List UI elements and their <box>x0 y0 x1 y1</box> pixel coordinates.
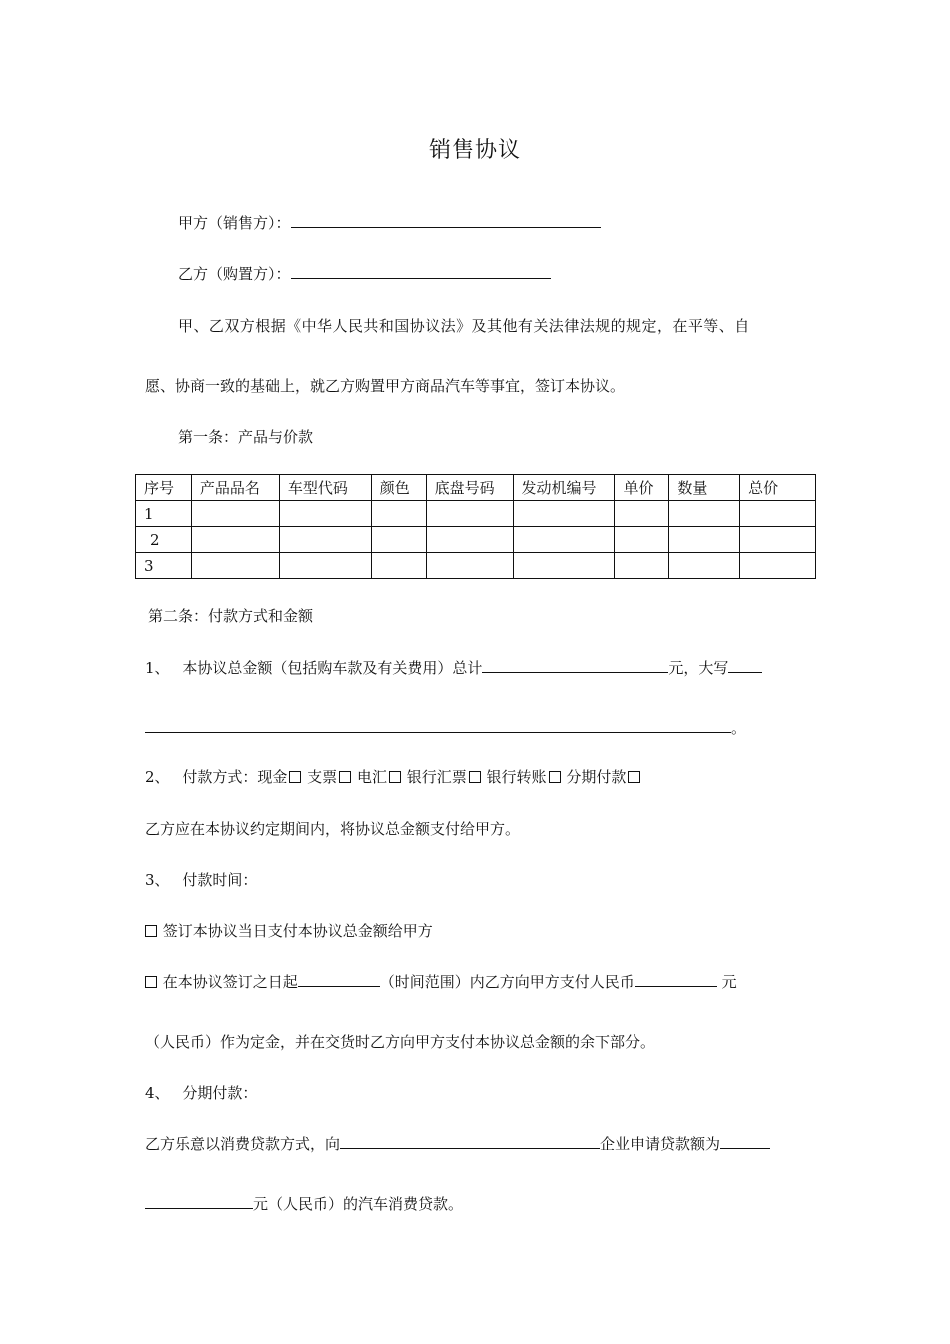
intro-line-2: 愿、协商一致的基础上，就乙方购置甲方商品汽车等事宜，签订本协议。 <box>145 377 626 395</box>
item3-line <box>145 869 257 891</box>
party-a-label: 甲方（销售方）： <box>178 214 291 232</box>
row-number: 1 <box>136 501 192 527</box>
row-number: 3 <box>136 553 192 579</box>
installment-label: 分期付款： <box>182 1084 258 1102</box>
table-header-cell: 车型代码 <box>279 475 371 501</box>
item4-text-line <box>145 1133 770 1155</box>
table-header-cell: 颜色 <box>371 475 426 501</box>
amount-words-blank-cont[interactable] <box>145 718 731 733</box>
table-header-cell: 单价 <box>615 475 669 501</box>
table-header-row <box>136 475 816 501</box>
intro-line-1: 甲、乙双方根据《中华人民共和国协议法》及其他有关法律法规的规定，在平等、自 <box>178 317 750 335</box>
table-cell[interactable] <box>669 527 740 553</box>
item3-opt2-text-b: （时间范围）内乙方向甲方支付人民币 <box>379 973 635 991</box>
item4-text-a: 乙方乐意以消费贷款方式，向 <box>145 1135 341 1153</box>
item1-number: 1、 <box>145 659 170 677</box>
item4-text-b: 企业申请贷款额为 <box>600 1135 721 1153</box>
table-cell[interactable] <box>513 527 615 553</box>
table-cell[interactable] <box>740 527 816 553</box>
item1-end: 。 <box>731 719 747 737</box>
item4-line <box>145 1082 257 1104</box>
table-cell[interactable] <box>513 501 615 527</box>
item3-opt1-text: 签订本协议当日支付本协议总金额给甲方 <box>162 922 433 940</box>
party-a-line <box>178 212 601 234</box>
total-amount-blank[interactable] <box>482 658 668 673</box>
option-bank-transfer: 银行转账 <box>486 768 547 786</box>
table-cell[interactable] <box>740 553 816 579</box>
item2-note: 乙方应在本协议约定期间内，将协议总金额支付给甲方。 <box>145 820 521 838</box>
deposit-amount-blank[interactable] <box>635 972 717 987</box>
item2-line <box>145 766 641 788</box>
checkbox-same-day[interactable] <box>145 925 157 937</box>
option-check: 支票 <box>307 768 338 786</box>
payment-time-label: 付款时间： <box>182 871 258 889</box>
party-b-line <box>178 263 551 285</box>
amount-words-blank[interactable] <box>728 658 762 673</box>
table-cell[interactable] <box>669 501 740 527</box>
table-row <box>136 501 816 527</box>
option-wire: 电汇 <box>356 768 387 786</box>
item3-opt2-text-a: 在本协议签订之日起 <box>162 973 298 991</box>
checkbox-bank-draft[interactable] <box>469 771 481 783</box>
checkbox-deposit[interactable] <box>145 976 157 988</box>
item4-text-c: 元（人民币）的汽车消费贷款。 <box>253 1195 464 1213</box>
table-cell[interactable] <box>426 527 513 553</box>
checkbox-cash[interactable] <box>289 771 301 783</box>
table-cell[interactable] <box>279 501 371 527</box>
table-cell[interactable] <box>513 553 615 579</box>
table-cell[interactable] <box>191 553 279 579</box>
table-row <box>136 527 816 553</box>
table-cell[interactable] <box>615 501 669 527</box>
party-b-label: 乙方（购置方）： <box>178 265 291 283</box>
payment-method-label: 付款方式： <box>182 768 258 786</box>
item1-line-2 <box>145 717 746 739</box>
item2-number: 2、 <box>145 768 170 786</box>
table-cell[interactable] <box>426 501 513 527</box>
party-b-blank[interactable] <box>291 264 551 279</box>
item3-opt2-line-2: （人民币）作为定金，并在交货时乙方向甲方支付本协议总金额的余下部分。 <box>145 1033 656 1051</box>
table-header-cell: 数量 <box>669 475 740 501</box>
item4-number: 4、 <box>145 1084 170 1102</box>
item4-text-line-2 <box>145 1193 463 1215</box>
table-cell[interactable] <box>371 527 426 553</box>
item3-option-1 <box>145 920 433 942</box>
table-cell[interactable] <box>191 527 279 553</box>
table-cell[interactable] <box>615 553 669 579</box>
loan-amount-blank[interactable] <box>720 1134 770 1149</box>
table-cell[interactable] <box>279 553 371 579</box>
lender-blank[interactable] <box>340 1134 600 1149</box>
article2-heading: 第二条：付款方式和金额 <box>148 607 314 625</box>
item1-line <box>145 657 762 679</box>
table-header-cell: 底盘号码 <box>426 475 513 501</box>
article1-heading: 第一条：产品与价款 <box>178 428 314 446</box>
loan-amount-blank-cont[interactable] <box>145 1194 253 1209</box>
table-row <box>136 553 816 579</box>
table-header-cell: 总价 <box>740 475 816 501</box>
item3-option-2 <box>145 971 737 993</box>
option-installment: 分期付款 <box>566 768 627 786</box>
table-cell[interactable] <box>669 553 740 579</box>
table-cell[interactable] <box>426 553 513 579</box>
option-cash: 现金 <box>257 768 288 786</box>
item3-number: 3、 <box>145 871 170 889</box>
table-header-cell: 发动机编号 <box>513 475 615 501</box>
table-header-cell: 序号 <box>136 475 192 501</box>
table-cell[interactable] <box>371 501 426 527</box>
product-table <box>135 474 816 579</box>
item1-text-a: 本协议总金额（包括购车款及有关费用）总计 <box>182 659 483 677</box>
table-header-cell: 产品品名 <box>191 475 279 501</box>
table-cell[interactable] <box>371 553 426 579</box>
time-range-blank[interactable] <box>298 972 380 987</box>
row-number: 2 <box>136 527 192 553</box>
table-cell[interactable] <box>279 527 371 553</box>
option-bank-draft: 银行汇票 <box>406 768 467 786</box>
item1-text-b: 元，大写 <box>668 659 729 677</box>
table-cell[interactable] <box>615 527 669 553</box>
table-cell[interactable] <box>191 501 279 527</box>
table-cell[interactable] <box>740 501 816 527</box>
checkbox-installment[interactable] <box>628 771 640 783</box>
party-a-blank[interactable] <box>291 213 601 228</box>
checkbox-check[interactable] <box>339 771 351 783</box>
checkbox-bank-transfer[interactable] <box>549 771 561 783</box>
checkbox-wire[interactable] <box>389 771 401 783</box>
item3-opt2-text-c: 元 <box>721 973 737 991</box>
document-title: 销售协议 <box>428 138 521 163</box>
